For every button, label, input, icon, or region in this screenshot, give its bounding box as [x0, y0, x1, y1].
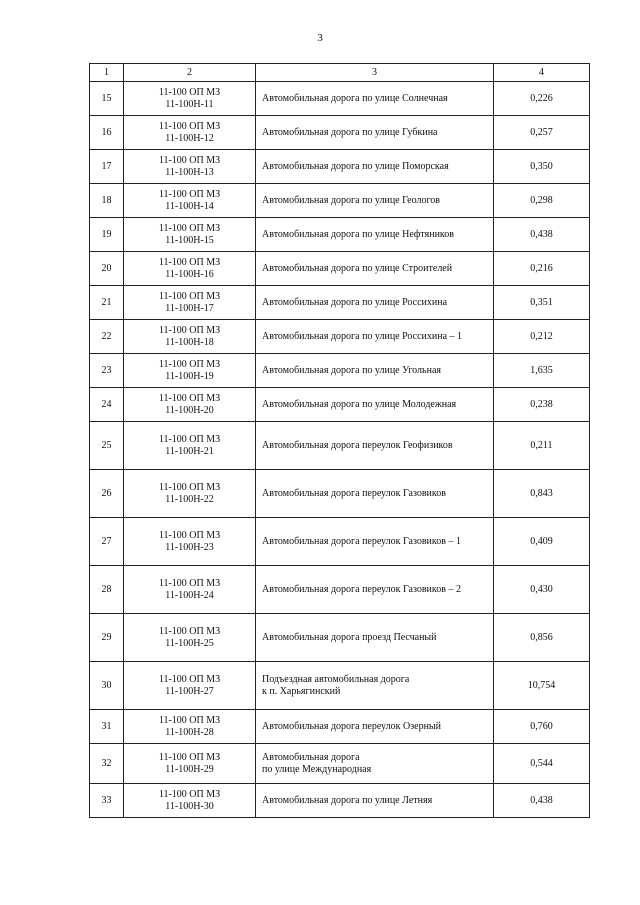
road-code-line: 11-100Н-21	[165, 445, 214, 457]
road-name	[256, 150, 494, 184]
row-number	[90, 150, 124, 184]
road-name	[256, 320, 494, 354]
road-name-line: Автомобильная дорога по улице Россихина	[262, 296, 448, 308]
row-number-line: 28	[101, 583, 112, 595]
road-name-line: Автомобильная дорога	[262, 751, 360, 763]
road-name-line: Автомобильная дорога переулок Газовиков – 2	[262, 583, 461, 595]
table-row	[90, 710, 590, 744]
road-length-line: 1,635	[530, 364, 553, 376]
road-code-line: 11-100Н-15	[165, 234, 214, 246]
road-code-line: 11-100Н-11	[165, 98, 214, 110]
table-header-row	[90, 64, 590, 82]
road-length-line: 0,211	[530, 439, 553, 451]
table-row	[90, 662, 590, 710]
road-code	[124, 422, 256, 470]
road-name	[256, 566, 494, 614]
road-name-line: к п. Харьягинский	[262, 685, 341, 697]
road-name-line: Автомобильная дорога переулок Геофизиков	[262, 439, 453, 451]
road-code-line: 11-100 ОП МЗ	[158, 577, 221, 589]
row-number-line: 30	[101, 679, 112, 691]
road-code	[124, 116, 256, 150]
table-row	[90, 388, 590, 422]
road-name	[256, 614, 494, 662]
road-code	[124, 388, 256, 422]
table-row	[90, 320, 590, 354]
road-length-line: 0,438	[530, 228, 553, 240]
row-number-line: 23	[101, 364, 112, 376]
road-code	[124, 662, 256, 710]
road-length-line: 0,843	[530, 487, 553, 499]
road-name	[256, 518, 494, 566]
road-code-line: 11-100Н-18	[165, 336, 214, 348]
road-name-line: Автомобильная дорога переулок Газовиков	[262, 487, 446, 499]
road-code-line: 11-100 ОП МЗ	[158, 222, 221, 234]
row-number-line: 33	[101, 794, 112, 806]
road-code-line: 11-100 ОП МЗ	[158, 256, 221, 268]
road-code-line: 11-100Н-14	[165, 200, 214, 212]
row-number	[90, 784, 124, 818]
road-code	[124, 744, 256, 784]
roads-table	[89, 63, 590, 818]
table-row	[90, 116, 590, 150]
road-code-line: 11-100 ОП МЗ	[158, 714, 221, 726]
road-name	[256, 662, 494, 710]
row-number-line: 24	[101, 398, 112, 410]
road-name-line: Автомобильная дорога по улице Солнечная	[262, 92, 448, 104]
road-name	[256, 354, 494, 388]
row-number-line: 27	[101, 535, 112, 547]
table-row	[90, 566, 590, 614]
header-col-2: 2	[124, 64, 256, 82]
row-number	[90, 388, 124, 422]
road-code-line: 11-100Н-16	[165, 268, 214, 280]
road-name-line: Автомобильная дорога по улице Летняя	[262, 794, 433, 806]
road-code-line: 11-100 ОП МЗ	[158, 188, 221, 200]
road-code-line: 11-100Н-28	[165, 726, 214, 738]
road-code	[124, 184, 256, 218]
road-name-line: Автомобильная дорога по улице Молодежная	[262, 398, 457, 410]
road-length-line: 0,216	[530, 262, 553, 274]
road-length	[494, 518, 590, 566]
road-code-line: 11-100Н-29	[165, 763, 214, 775]
road-length	[494, 744, 590, 784]
road-length-line: 0,544	[530, 757, 553, 769]
road-code-line: 11-100 ОП МЗ	[158, 120, 221, 132]
road-length-line: 0,409	[530, 535, 553, 547]
road-name-line: Автомобильная дорога по улице Губкина	[262, 126, 438, 138]
road-length-line: 0,351	[530, 296, 553, 308]
road-length	[494, 614, 590, 662]
road-name	[256, 784, 494, 818]
road-code-line: 11-100 ОП МЗ	[158, 392, 221, 404]
road-length	[494, 184, 590, 218]
road-name	[256, 116, 494, 150]
road-length	[494, 82, 590, 116]
road-name	[256, 286, 494, 320]
row-number	[90, 422, 124, 470]
row-number-line: 32	[101, 757, 112, 769]
row-number	[90, 252, 124, 286]
road-name	[256, 470, 494, 518]
table-row	[90, 286, 590, 320]
road-length-line: 0,238	[530, 398, 553, 410]
table-row	[90, 354, 590, 388]
row-number-line: 31	[101, 720, 112, 732]
road-length	[494, 470, 590, 518]
table-row	[90, 82, 590, 116]
road-name	[256, 252, 494, 286]
road-name-line: Автомобильная дорога проезд Песчаный	[262, 631, 437, 643]
road-name-line: Автомобильная дорога переулок Газовиков – 1	[262, 535, 461, 547]
road-name	[256, 744, 494, 784]
row-number	[90, 710, 124, 744]
row-number-line: 16	[101, 126, 112, 138]
row-number-line: 15	[101, 92, 112, 104]
road-length-line: 0,430	[530, 583, 553, 595]
road-length	[494, 354, 590, 388]
road-name-line: Подъездная автомобильная дорога	[262, 673, 410, 685]
road-code-line: 11-100Н-24	[165, 589, 214, 601]
row-number	[90, 218, 124, 252]
road-code	[124, 82, 256, 116]
row-number-line: 25	[101, 439, 112, 451]
table-row	[90, 150, 590, 184]
row-number	[90, 470, 124, 518]
row-number	[90, 116, 124, 150]
road-name	[256, 218, 494, 252]
road-name-line: Автомобильная дорога по улице Нефтяников	[262, 228, 454, 240]
road-name-line: Автомобильная дорога по улице Геологов	[262, 194, 441, 206]
road-code-line: 11-100Н-17	[165, 302, 214, 314]
table-row	[90, 784, 590, 818]
road-name-line: Автомобильная дорога по улице Угольная	[262, 364, 441, 376]
road-name-line: Автомобильная дорога по улице Россихина – 1	[262, 330, 463, 342]
road-length	[494, 286, 590, 320]
road-name	[256, 710, 494, 744]
road-code-line: 11-100Н-12	[165, 132, 214, 144]
road-code	[124, 252, 256, 286]
road-code-line: 11-100 ОП МЗ	[158, 788, 221, 800]
table-row	[90, 470, 590, 518]
row-number-line: 26	[101, 487, 112, 499]
road-length-line: 0,298	[530, 194, 553, 206]
row-number	[90, 354, 124, 388]
row-number-line: 21	[101, 296, 112, 308]
road-length	[494, 218, 590, 252]
road-name-line: Автомобильная дорога переулок Озерный	[262, 720, 441, 732]
road-code	[124, 614, 256, 662]
row-number-line: 20	[101, 262, 112, 274]
road-code-line: 11-100Н-13	[165, 166, 214, 178]
road-length-line: 0,350	[530, 160, 553, 172]
road-length	[494, 252, 590, 286]
row-number-line: 18	[101, 194, 112, 206]
road-name	[256, 388, 494, 422]
road-code-line: 11-100 ОП МЗ	[158, 625, 221, 637]
road-code-line: 11-100 ОП МЗ	[158, 86, 221, 98]
road-name-line: Автомобильная дорога по улице Строителей	[262, 262, 453, 274]
road-length	[494, 150, 590, 184]
road-length-line: 10,754	[527, 679, 556, 691]
road-name	[256, 82, 494, 116]
row-number	[90, 566, 124, 614]
table-row	[90, 422, 590, 470]
road-name	[256, 422, 494, 470]
road-name	[256, 184, 494, 218]
road-length	[494, 422, 590, 470]
table-row	[90, 518, 590, 566]
table-row	[90, 744, 590, 784]
road-code	[124, 354, 256, 388]
road-code	[124, 470, 256, 518]
table-row	[90, 184, 590, 218]
row-number	[90, 184, 124, 218]
road-length	[494, 710, 590, 744]
road-code-line: 11-100Н-19	[165, 370, 214, 382]
road-code	[124, 518, 256, 566]
header-col-4: 4	[494, 64, 590, 82]
table-row	[90, 218, 590, 252]
road-code-line: 11-100Н-27	[165, 685, 214, 697]
road-code-line: 11-100 ОП МЗ	[158, 324, 221, 336]
row-number	[90, 518, 124, 566]
road-code-line: 11-100 ОП МЗ	[158, 751, 221, 763]
road-code-line: 11-100Н-23	[165, 541, 214, 553]
row-number	[90, 744, 124, 784]
row-number	[90, 662, 124, 710]
road-length-line: 0,760	[530, 720, 553, 732]
table-row	[90, 252, 590, 286]
road-code	[124, 566, 256, 614]
road-length	[494, 662, 590, 710]
road-length-line: 0,226	[530, 92, 553, 104]
row-number	[90, 286, 124, 320]
road-length	[494, 784, 590, 818]
road-length	[494, 116, 590, 150]
table-row	[90, 614, 590, 662]
road-code-line: 11-100 ОП МЗ	[158, 358, 221, 370]
road-length	[494, 566, 590, 614]
row-number	[90, 82, 124, 116]
road-length-line: 0,856	[530, 631, 553, 643]
road-code-line: 11-100 ОП МЗ	[158, 433, 221, 445]
row-number-line: 29	[101, 631, 112, 643]
road-length	[494, 320, 590, 354]
page-number: 3	[317, 32, 323, 44]
road-code-line: 11-100Н-22	[165, 493, 214, 505]
row-number-line: 22	[101, 330, 112, 342]
road-code	[124, 286, 256, 320]
header-col-3: 3	[256, 64, 494, 82]
header-col-1: 1	[90, 64, 124, 82]
road-code-line: 11-100 ОП МЗ	[158, 290, 221, 302]
road-code-line: 11-100Н-20	[165, 404, 214, 416]
road-name-line: Автомобильная дорога по улице Поморская	[262, 160, 449, 172]
road-code-line: 11-100 ОП МЗ	[158, 481, 221, 493]
road-length-line: 0,212	[530, 330, 553, 342]
row-number-line: 19	[101, 228, 112, 240]
road-code	[124, 320, 256, 354]
road-name-line: по улице Международная	[262, 763, 372, 775]
road-code-line: 11-100 ОП МЗ	[158, 529, 221, 541]
road-length-line: 0,257	[530, 126, 553, 138]
row-number-line: 17	[101, 160, 112, 172]
road-code	[124, 784, 256, 818]
road-length-line: 0,438	[530, 794, 553, 806]
road-code-line: 11-100Н-30	[165, 800, 214, 812]
road-code-line: 11-100 ОП МЗ	[158, 154, 221, 166]
road-code	[124, 710, 256, 744]
road-length	[494, 388, 590, 422]
row-number	[90, 614, 124, 662]
road-code	[124, 218, 256, 252]
road-code-line: 11-100Н-25	[165, 637, 214, 649]
road-code	[124, 150, 256, 184]
row-number	[90, 320, 124, 354]
road-code-line: 11-100 ОП МЗ	[158, 673, 221, 685]
